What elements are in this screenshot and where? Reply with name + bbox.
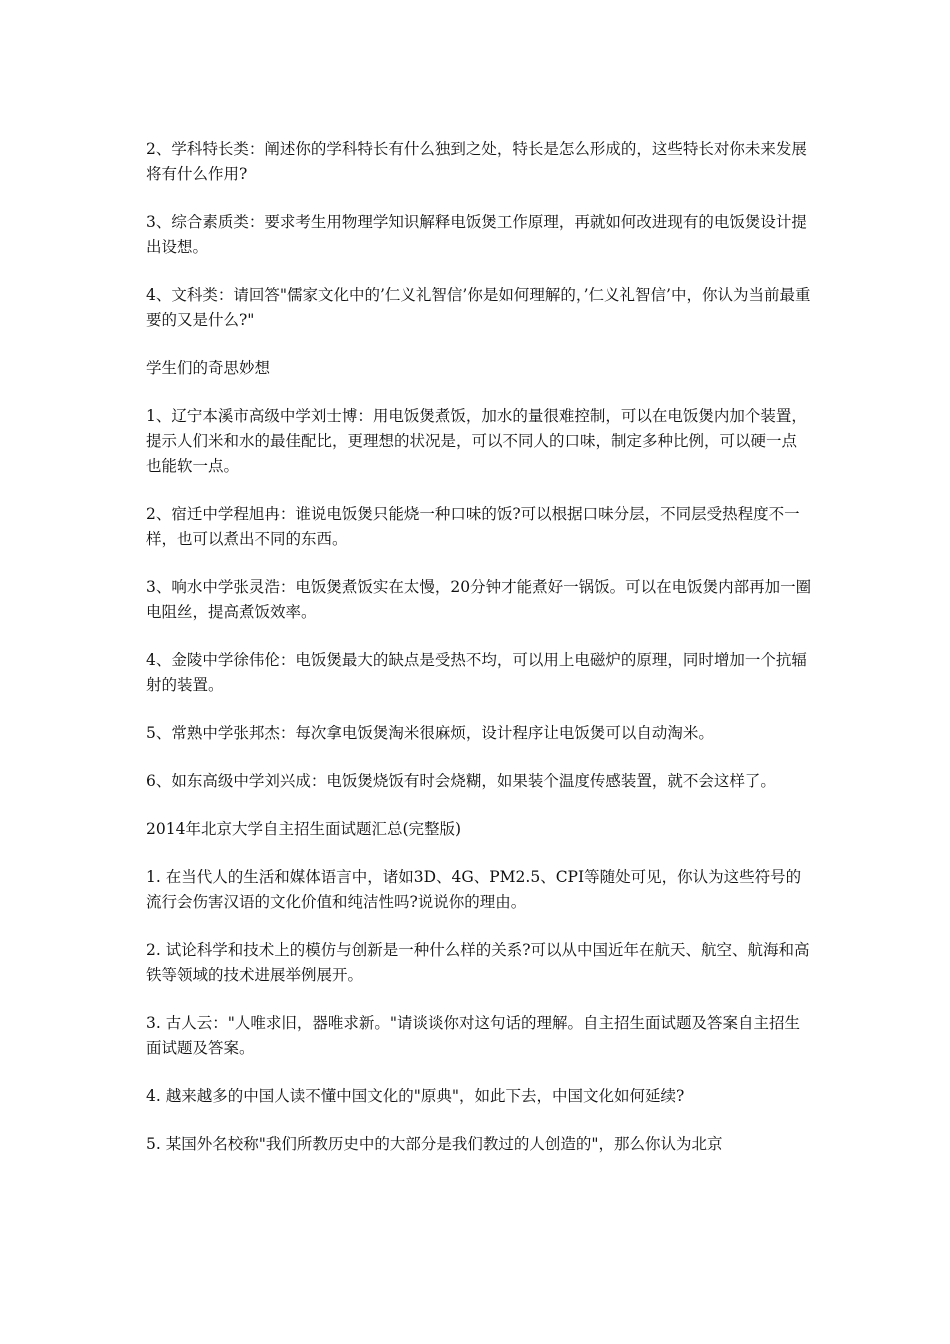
paragraph-question-3: 3. 古人云："人唯求旧，器唯求新。"请谈谈你对这句话的理解。自主招生面试题及答案自主招生面试题及答案。 xyxy=(146,1014,800,1057)
paragraph-liberal-arts: 4、文科类：请回答"儒家文化中的’仁义礼智信’你是如何理解的，’仁义礼智信’中，你认为当前最重要的又是什么?" xyxy=(146,286,811,329)
section-heading-pku-interview: 2014年北京大学自主招生面试题汇总(完整版) xyxy=(146,820,462,838)
paragraph-question-1: 1. 在当代人的生活和媒体语言中，诸如3D、4G、PM2.5、CPI等随处可见，你认为这些符号的流行会伤害汉语的文化价值和纯洁性吗?说说你的理由。 xyxy=(146,868,802,911)
paragraph-question-2: 2. 试论科学和技术上的模仿与创新是一种什么样的关系?可以从中国近年在航天、航空、航海和高铁等领域的技术进展举例展开。 xyxy=(146,941,810,984)
paragraph-idea-3: 3、响水中学张灵浩：电饭煲煮饭实在太慢，20分钟才能煮好一锅饭。可以在电饭煲内部再加一圈电阻丝，提高煮饭效率。 xyxy=(146,578,812,621)
document-body xyxy=(146,137,812,1180)
paragraph-question-5: 5. 某国外名校称"我们所教历史中的大部分是我们教过的人创造的"，那么你认为北京 xyxy=(146,1135,723,1153)
paragraph-question-4: 4. 越来越多的中国人读不懂中国文化的"原典"，如此下去，中国文化如何延续? xyxy=(146,1087,685,1105)
paragraph-idea-5: 5、常熟中学张邦杰：每次拿电饭煲淘米很麻烦，设计程序让电饭煲可以自动淘米。 xyxy=(146,724,714,742)
section-heading-student-ideas: 学生们的奇思妙想 xyxy=(146,359,271,377)
paragraph-comprehensive-quality: 3、综合素质类：要求考生用物理学知识解释电饭煲工作原理，再就如何改进现有的电饭煲设计提出设想。 xyxy=(146,213,807,256)
paragraph-idea-4: 4、金陵中学徐伟伦：电饭煲最大的缺点是受热不均，可以用上电磁炉的原理，同时增加一个抗辐射的装置。 xyxy=(146,651,807,694)
paragraph-idea-2: 2、宿迁中学程旭冉：谁说电饭煲只能烧一种口味的饭?可以根据口味分层，不同层受热程度不一样，也可以煮出不同的东西。 xyxy=(146,505,800,548)
paragraph-idea-6: 6、如东高级中学刘兴成：电饭煲烧饭有时会烧糊，如果装个温度传感装置，就不会这样了。 xyxy=(146,772,776,790)
paragraph-idea-1: 1、辽宁本溪市高级中学刘士博：用电饭煲煮饭，加水的量很难控制，可以在电饭煲内加个装置，提示人们米和水的最佳配比，更理想的状况是，可以不同人的口味，制定多种比例，可以硬一点也能软一点。 xyxy=(146,407,807,475)
paragraph-subject-specialty: 2、学科特长类：阐述你的学科特长有什么独到之处，特长是怎么形成的，这些特长对你未来发展将有什么作用? xyxy=(146,140,807,183)
